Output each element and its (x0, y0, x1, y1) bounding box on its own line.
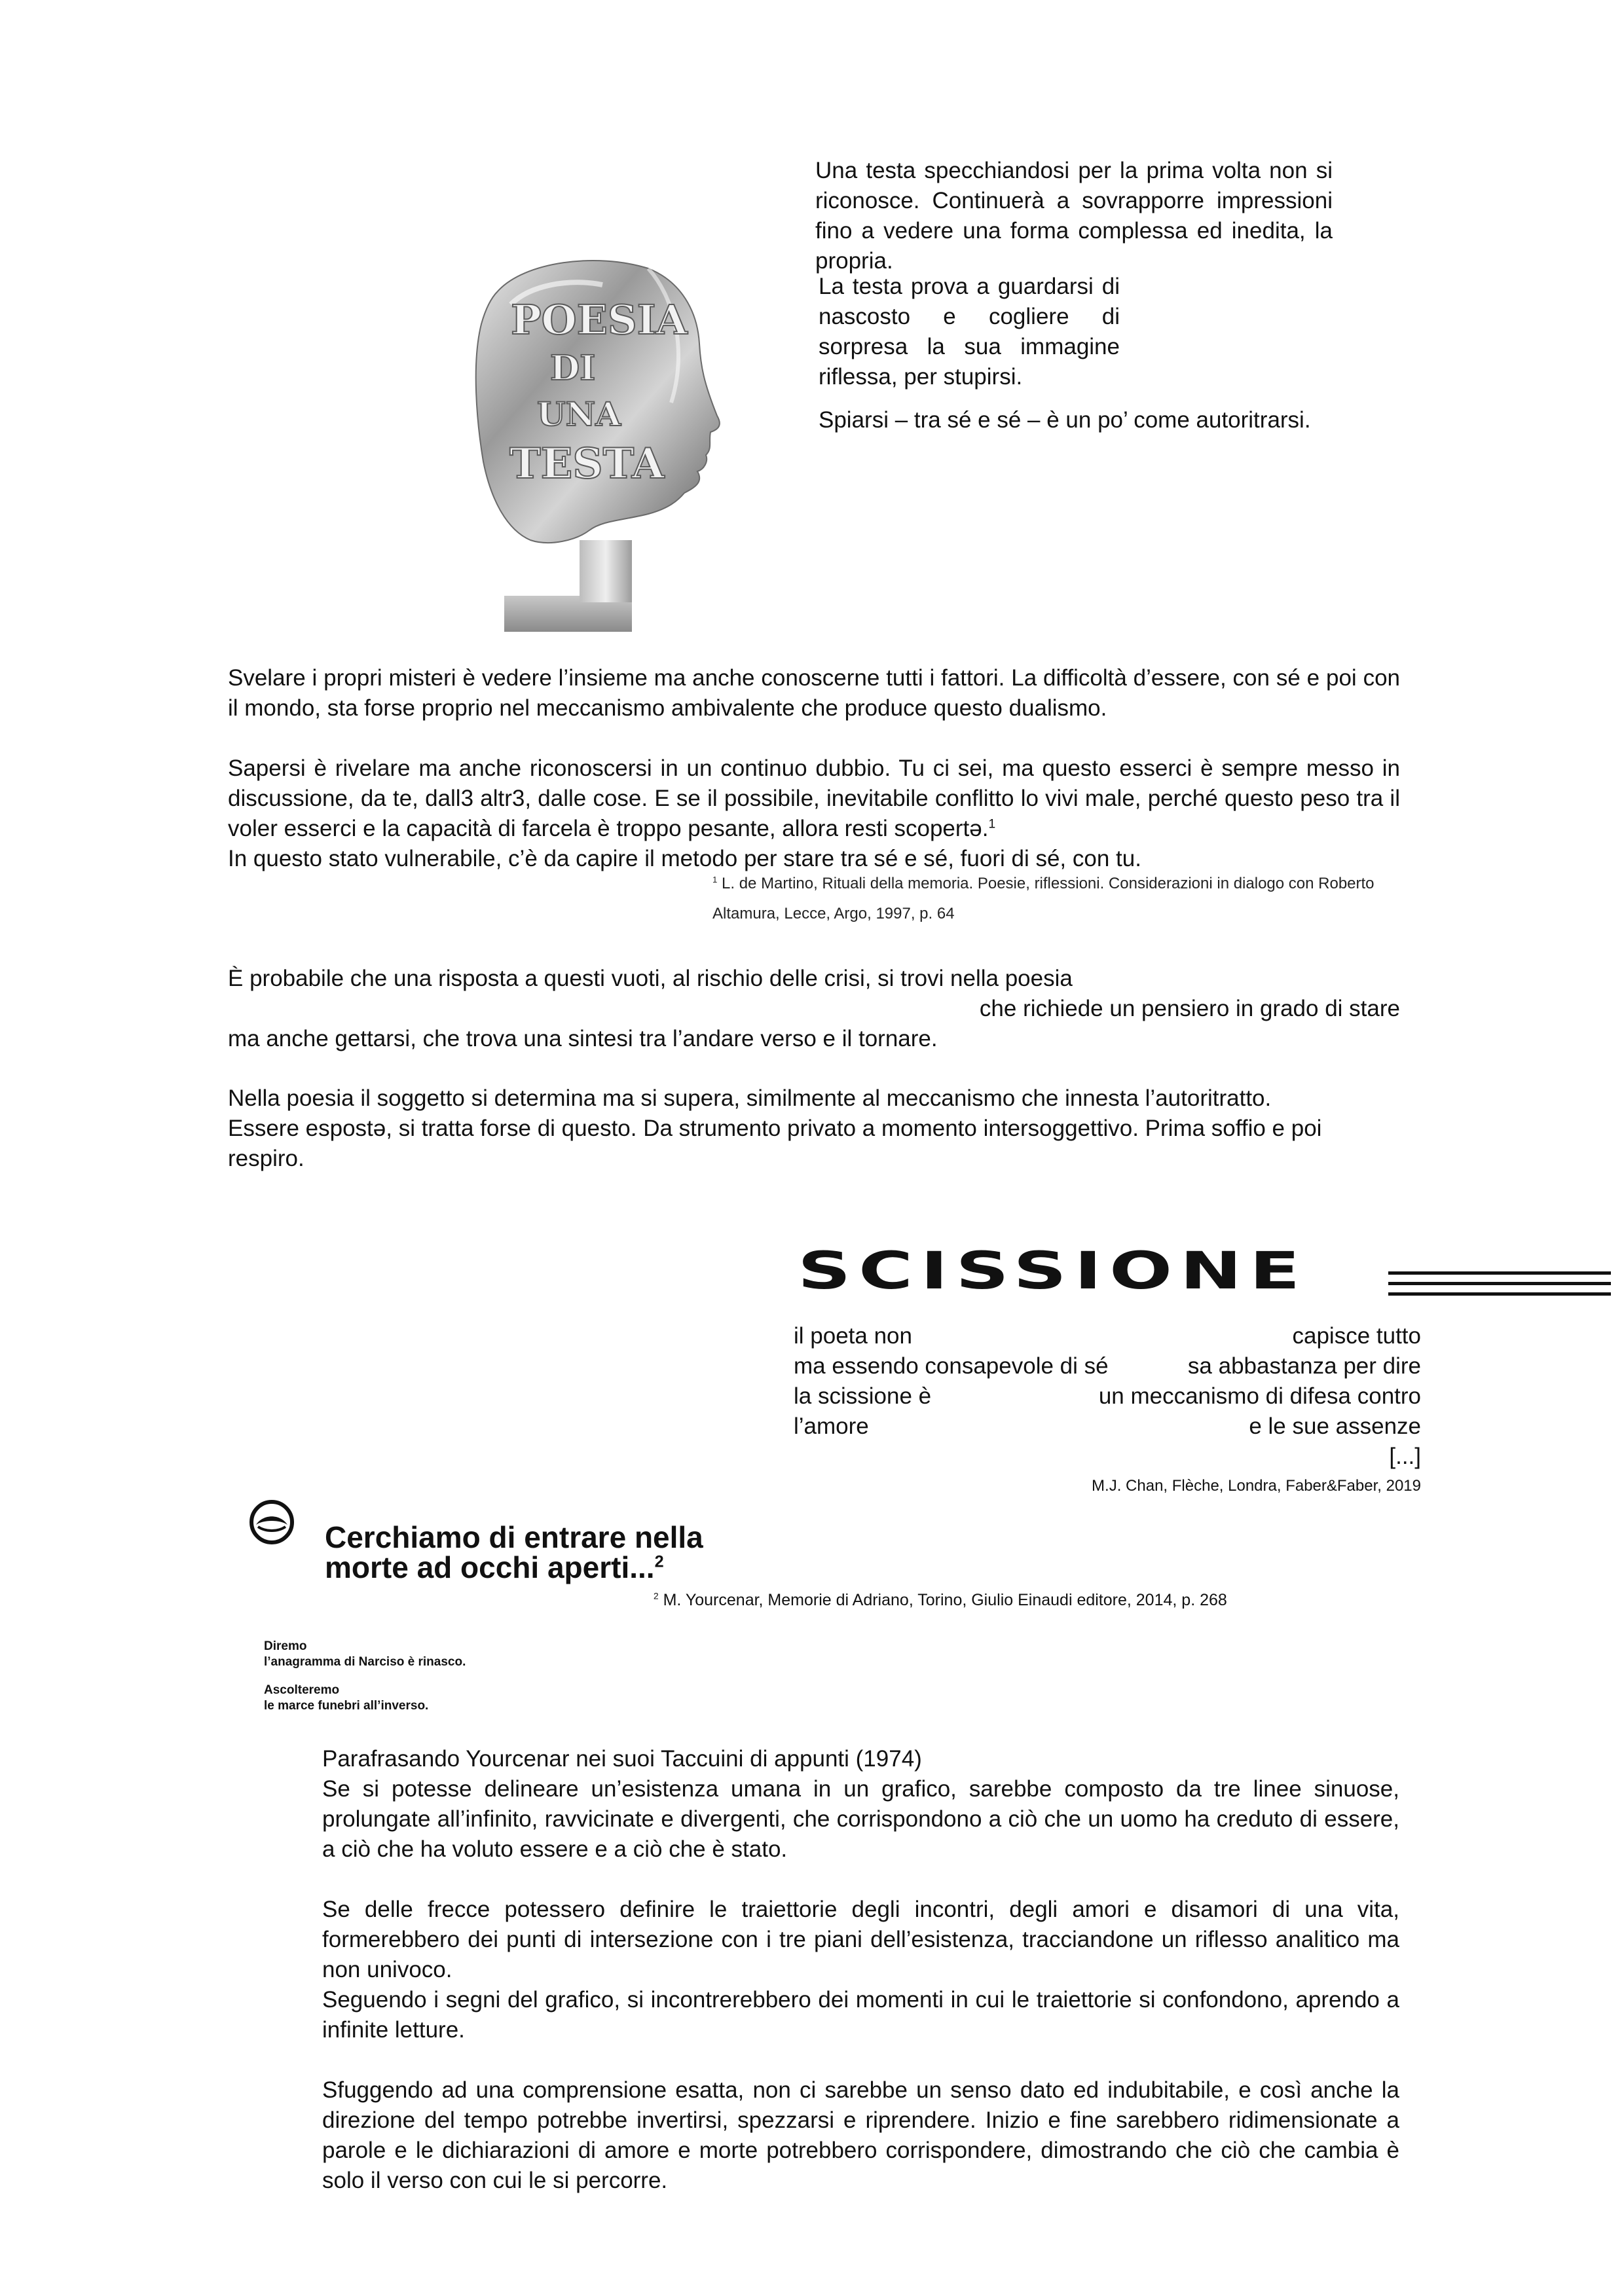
poem-right: sa abbastanza per dire (1187, 1353, 1421, 1379)
footnote-2-ref: 2 (654, 1552, 664, 1571)
engraving-line-3: UNA (537, 395, 621, 433)
small-note-2-line-2: le marce funebri all’inverso. (264, 1699, 429, 1713)
small-note-1-line-2: l’anagramma di Narciso è rinasco. (264, 1655, 466, 1669)
scissione-poem (794, 1321, 1421, 1472)
poem-left: il poeta non (794, 1323, 912, 1349)
section-1-paragraph-1 (228, 663, 1400, 723)
title-rule-2 (1388, 1282, 1611, 1285)
section-1-text-1: Svelare i propri misteri è vedere l’insieme ma anche conoscerne tutti i fattori. La difficoltà d’essere, con sé e poi con il mondo, sta forse proprio nel meccanismo ambivalente che produce questo dualismo. (228, 665, 1400, 721)
poem-right: e le sue assenze (1249, 1413, 1421, 1439)
poem-left: la scissione è (794, 1383, 932, 1409)
section-1-paragraph-3-right (851, 994, 1400, 1024)
section-2-paragraph-4: Sfuggendo ad una comprensione esatta, non ci sarebbe un senso dato ed indubitabile, e così anche la direzione del tempo potrebbe invertirsi, spezzarsi e riprendere. Inizio e fine sarebbero ridimensionate a parole e le dichiarazioni di amore e morte potrebbero corrispondere, dimostrando che ciò che cambia è solo il verso con cui le si percorre. (322, 2077, 1399, 2193)
section-1-paragraph-2 (228, 754, 1400, 844)
poem-left: l’amore (794, 1413, 869, 1439)
poem-right: un meccanismo di difesa contro (1098, 1383, 1421, 1409)
footnote-1-ref: 1 (988, 817, 996, 831)
section-1-text-4a: È probabile che una risposta a questi vuoti, al rischio delle crisi, si trovi nella poesia (228, 966, 1073, 991)
small-note-1-line-1: Diremo (264, 1639, 307, 1653)
section-2-intro: Parafrasando Yourcenar nei suoi Taccuini di appunti (1974) (322, 1746, 922, 1772)
section-2-paragraph-3: Seguendo i segni del grafico, si incontrerebbero dei momenti in cui le traiettorie si confondono, aprendo a infinite letture. (322, 1987, 1399, 2043)
section-1-text-5a: Nella poesia il soggetto si determina ma si supera, similmente al meccanismo che innesta l’autoritratto. (228, 1085, 1272, 1111)
small-note-1 (264, 1639, 591, 1670)
footnote-2 (654, 1590, 1308, 1611)
footnote-2-mark: 2 (654, 1591, 659, 1601)
small-note-2-line-1: Ascolteremo (264, 1683, 340, 1697)
intro-paragraph-2: La testa prova a guardarsi di nascosto e cogliere di sorpresa la sua immagine riflessa, per stupirsi. (819, 274, 1120, 390)
title-rule-1 (1388, 1271, 1611, 1275)
footnote-1 (712, 869, 1400, 929)
poem-ellipsis: [...] (1389, 1444, 1421, 1469)
section-2-paragraph-2: Se delle frecce potessero definire le traiettorie degli incontri, degli amori e disamori di una vita, formerebbero dei punti di intersezione con i tre piani dell’esistenza, tracciandone un riflesso analitico ma non univoco. (322, 1897, 1399, 1982)
scissione-title: SCISSIONE (798, 1242, 1308, 1301)
section-1-text-4c: ma anche gettarsi, che trova una sintesi tra l’andare verso e il tornare. (228, 1026, 938, 1051)
section-1-text-3: In questo stato vulnerabile, c’è da capire il metodo per stare tra sé e sé, fuori di sé, con tu. (228, 846, 1141, 871)
section-1-text-4b: che richiede un pensiero in grado di stare (979, 996, 1400, 1021)
yourcenar-quote (325, 1522, 718, 1582)
scissione-citation: M.J. Chan, Flèche, Londra, Faber&Faber, 2019 (1092, 1477, 1421, 1495)
quote-line-1 (325, 1522, 718, 1552)
poem-row (794, 1351, 1421, 1381)
poem-row (794, 1321, 1421, 1351)
engraving-line-4: TESTA (509, 439, 665, 488)
section-1-paragraph-3 (228, 964, 1400, 994)
intro-paragraph-1: Una testa specchiandosi per la prima volta non si riconosce. Continuerà a sovrapporre impressioni fino a vedere una forma complessa ed inedita, la propria. (815, 158, 1333, 274)
section-1-text-2: Sapersi è rivelare ma anche riconoscersi in un continuo dubbio. Tu ci sei, ma questo esserci è sempre messo in discussione, da te, dall3 altr3, dalle cose. E se il possibile, inevitabile conflitto lo vivi male, perché questo peso tra il voler esserci e la capacità di farcela è troppo pesante, allora resti scopertə. (228, 756, 1400, 841)
intro-paragraph-2-block (819, 272, 1120, 392)
quote-line-2 (325, 1552, 718, 1582)
quote-line-2-text: morte ad occhi aperti... (325, 1550, 655, 1584)
poem-right: capisce tutto (1292, 1323, 1421, 1349)
engraving-line-1: POESIA (511, 296, 688, 344)
title-rule-3 (1388, 1292, 1611, 1296)
small-note-2 (264, 1683, 591, 1714)
intro-paragraph-3-block (819, 405, 1342, 435)
poem-row (794, 1381, 1421, 1412)
quote-line-1-text: Cerchiamo di entrare nella (325, 1520, 703, 1554)
poem-row (794, 1412, 1421, 1442)
section-1-paragraph-4 (228, 1084, 1400, 1174)
closed-eye-icon (248, 1498, 296, 1546)
section-2 (322, 1744, 1399, 2196)
section-2-paragraph-1: Se si potesse delineare un’esistenza umana in un grafico, sarebbe composto da tre linee sinuose, prolungate all’infinito, ravvicinate e divergenti, che corrispondono a ciò che un uomo ha creduto di essere, a ciò che ha voluto essere e a ciò che è stato. (322, 1776, 1399, 1862)
poem-left: ma essendo consapevole di sé (794, 1353, 1109, 1379)
head-sculpture-image (452, 252, 753, 632)
intro-block (815, 156, 1333, 276)
section-1-text-5b: Essere espostə, si tratta forse di questo. Da strumento privato a momento intersoggettivo. Prima soffio e poi respiro. (228, 1116, 1322, 1171)
footnote-1-line-1: L. de Martino, Rituali della memoria. Poesie, riflessioni. Considerazioni in dialogo con Roberto (722, 875, 1375, 892)
footnote-2-text: M. Yourcenar, Memorie di Adriano, Torino, Giulio Einaudi editore, 2014, p. 268 (663, 1591, 1227, 1609)
footnote-1-line-2: Altamura, Lecce, Argo, 1997, p. 64 (712, 905, 955, 922)
footnote-1-mark: 1 (712, 875, 718, 884)
intro-paragraph-3: Spiarsi – tra sé e sé – è un po’ come autoritrarsi. (819, 407, 1311, 433)
engraving-line-2: DI (550, 348, 596, 388)
section-1-paragraph-3-end (228, 1024, 1400, 1054)
